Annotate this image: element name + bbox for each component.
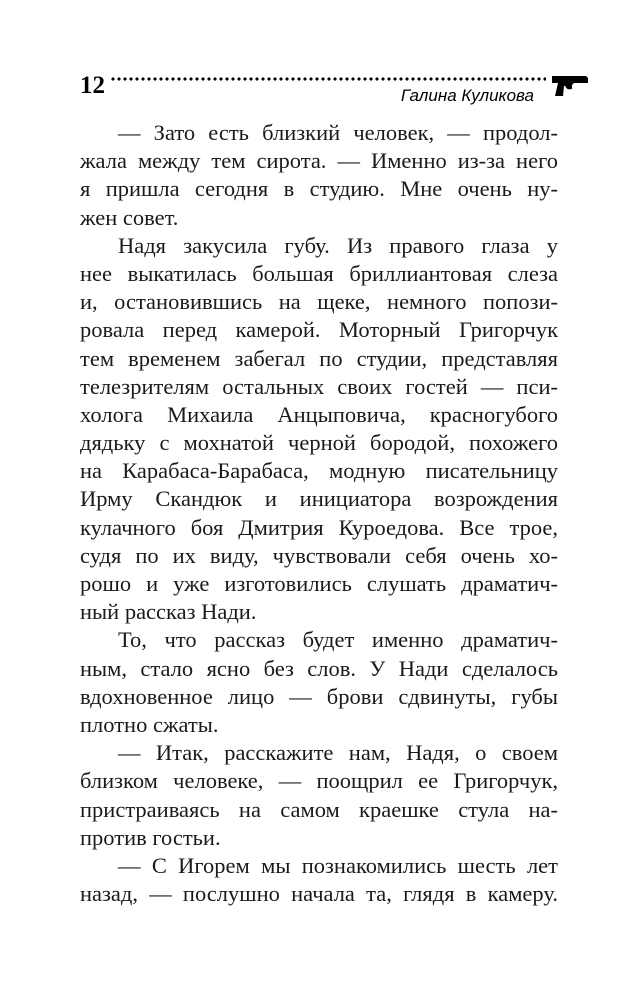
dotted-rule bbox=[110, 77, 546, 81]
text-line: судя по их виду, чувствовали себя очень хо- bbox=[80, 542, 558, 568]
text-line: — Итак, расскажите нам, Надя, о своем bbox=[118, 740, 558, 766]
text-line: на Карабаса-Барабаса, модную писательницу bbox=[80, 458, 558, 484]
text-line: телезрителям остальных своих гостей — пси- bbox=[80, 373, 558, 399]
text-line: Ирму Скандюк и инициатора возрождения bbox=[80, 486, 558, 512]
text-line: вдохновенное лицо — брови сдвинуты, губы bbox=[80, 683, 558, 709]
text-line: ровала перед камерой. Моторный Григорчук bbox=[80, 317, 558, 343]
text-line: То, что рассказ будет именно драматич- bbox=[118, 627, 558, 653]
author-name: Галина Куликова bbox=[400, 86, 534, 105]
text-line: — Зато есть близкий человек, — продол- bbox=[118, 120, 558, 145]
text-line: кулачного боя Дмитрия Куроедова. Все трое, bbox=[80, 514, 558, 540]
text-line: нее выкатилась большая бриллиантовая слеза bbox=[80, 260, 558, 286]
text-line: я пришла сегодня в студию. Мне очень ну- bbox=[80, 176, 558, 202]
pistol-icon bbox=[550, 74, 590, 98]
text-line: тем временем забегал по студии, представляя bbox=[80, 345, 558, 371]
text-line: — С Игорем мы познакомились шесть лет bbox=[118, 852, 558, 878]
text-line: назад, — послушно начала та, глядя в камеру. bbox=[80, 881, 558, 907]
text-line: плотно сжаты. bbox=[80, 711, 219, 737]
text-line: и, остановившись на щеке, немного попози- bbox=[80, 289, 558, 315]
text-line: Надя закусила губу. Из правого глаза у bbox=[118, 232, 558, 258]
text-line: рошо и уже изготовились слушать драматич- bbox=[80, 571, 558, 596]
text-line: дядьку с мохнатой черной бородой, похожего bbox=[80, 430, 558, 456]
text-line: пристраиваясь на самом краешке стула на- bbox=[80, 796, 558, 822]
text-line: жен совет. bbox=[80, 204, 179, 230]
text-line: холога Михаила Анцыповича, красногубого bbox=[80, 401, 558, 427]
running-header bbox=[80, 72, 590, 112]
page-number: 12 bbox=[80, 72, 105, 99]
text-line: близком человеке, — поощрил ее Григорчук, bbox=[80, 768, 558, 794]
text-line: против гостьи. bbox=[80, 824, 221, 850]
text-line: ным, стало ясно без слов. У Нади сделалось bbox=[80, 655, 558, 681]
text-line: жала между тем сирота. — Именно из-за него bbox=[80, 148, 558, 174]
text-line: ный рассказ Нади. bbox=[80, 599, 257, 625]
page-body bbox=[80, 119, 558, 908]
